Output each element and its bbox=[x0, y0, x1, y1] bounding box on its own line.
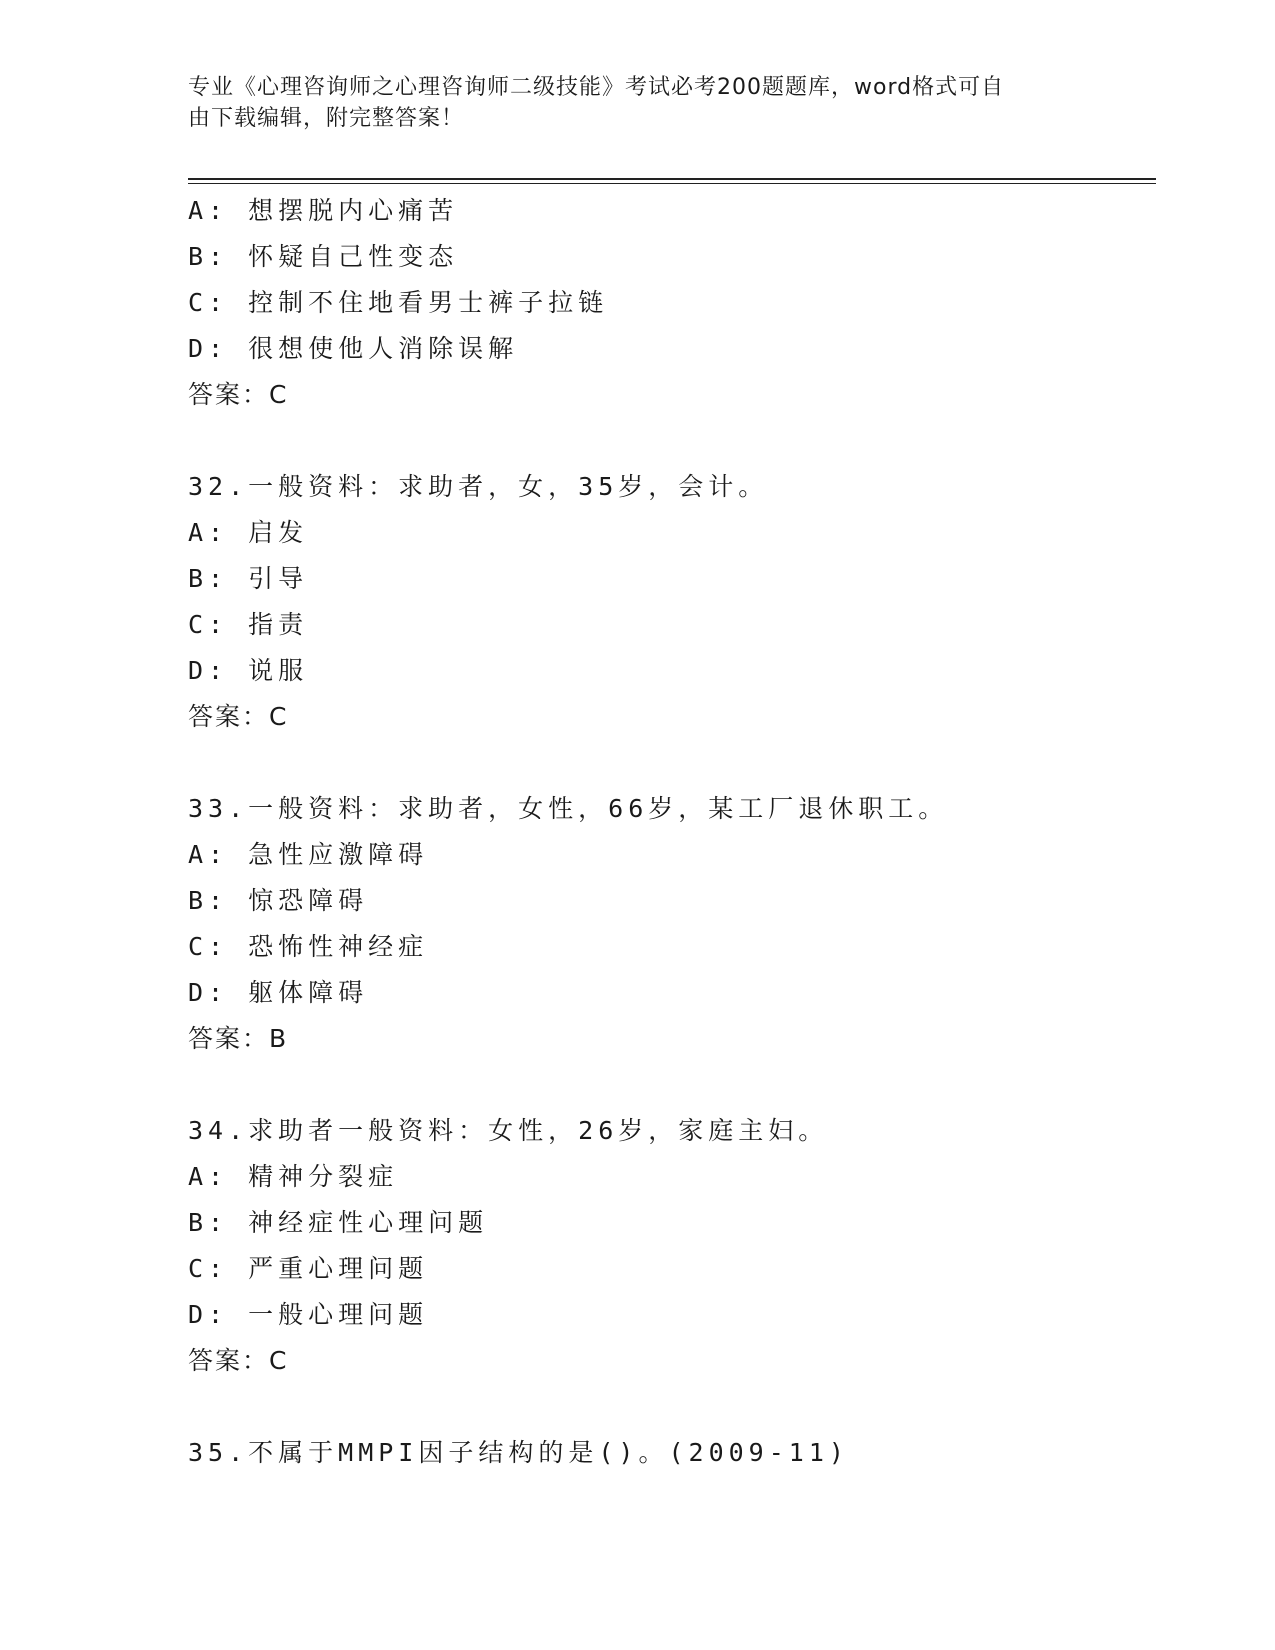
document-header bbox=[188, 72, 1068, 134]
question-stem: 33.一般资料：求助者，女性，66岁，某工厂退休职工。 bbox=[188, 794, 949, 823]
option-a: A: 精神分裂症 bbox=[188, 1162, 399, 1191]
option-a: A: 想摆脱内心痛苦 bbox=[188, 196, 459, 225]
answer-line: 答案：C bbox=[188, 380, 289, 409]
option-c: C: 严重心理问题 bbox=[188, 1254, 429, 1283]
question-stem: 34.求助者一般资料：女性，26岁，家庭主妇。 bbox=[188, 1116, 829, 1145]
header-divider-thin bbox=[188, 183, 1156, 184]
answer-line: 答案：C bbox=[188, 1346, 289, 1375]
answer-line: 答案：B bbox=[188, 1024, 289, 1053]
question-stem: 32.一般资料：求助者，女，35岁，会计。 bbox=[188, 472, 769, 501]
question-list bbox=[188, 188, 1188, 1476]
question-block-35 bbox=[188, 1430, 1188, 1476]
question-block-34 bbox=[188, 1108, 1188, 1384]
question-block-31 bbox=[188, 188, 1188, 418]
option-b: B: 惊恐障碍 bbox=[188, 886, 369, 915]
option-a: A: 急性应激障碍 bbox=[188, 840, 429, 869]
header-line-1: 专业《心理咨询师之心理咨询师二级技能》考试必考200题题库，word格式可自 bbox=[188, 75, 1005, 100]
option-d: D: 一般心理问题 bbox=[188, 1300, 429, 1329]
header-line-2: 由下载编辑，附完整答案！ bbox=[188, 106, 465, 131]
option-b: B: 怀疑自己性变态 bbox=[188, 242, 459, 271]
option-d: D: 很想使他人消除误解 bbox=[188, 334, 519, 363]
question-stem: 35.不属于MMPI因子结构的是()。(2009-11) bbox=[188, 1438, 849, 1467]
option-c: C: 恐怖性神经症 bbox=[188, 932, 429, 961]
option-c: C: 指责 bbox=[188, 610, 309, 639]
question-block-33 bbox=[188, 786, 1188, 1062]
question-block-32 bbox=[188, 464, 1188, 740]
option-d: D: 说服 bbox=[188, 656, 309, 685]
option-b: B: 引导 bbox=[188, 564, 309, 593]
option-a: A: 启发 bbox=[188, 518, 309, 547]
option-c: C: 控制不住地看男士裤子拉链 bbox=[188, 288, 609, 317]
option-d: D: 躯体障碍 bbox=[188, 978, 369, 1007]
answer-line: 答案：C bbox=[188, 702, 289, 731]
option-b: B: 神经症性心理问题 bbox=[188, 1208, 489, 1237]
header-divider-thick bbox=[188, 178, 1156, 180]
